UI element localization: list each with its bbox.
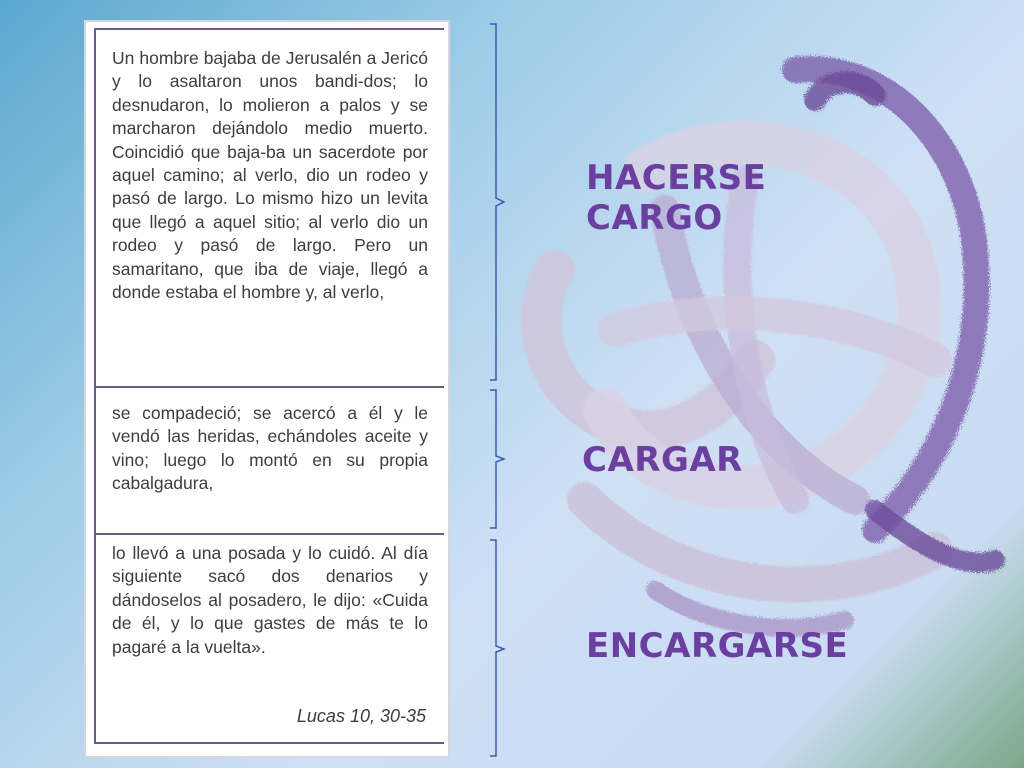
keyword-encargarse: ENCARGARSE bbox=[586, 626, 849, 666]
keyword-line: HACERSE bbox=[586, 158, 767, 198]
keyword-hacerse-cargo bbox=[586, 158, 826, 238]
knot-emblem-icon bbox=[495, 30, 1024, 650]
section-divider bbox=[96, 386, 444, 388]
passage-section-3: lo llevó a una posada y lo cuidó. Al día siguiente sacó dos denarios y dándoselos al posadero, le dijo: «Cuida de él, y lo que gastes de más te lo pagaré a la vuelta». bbox=[112, 543, 428, 657]
passage-panel bbox=[84, 20, 450, 758]
keyword-cargar: CARGAR bbox=[582, 440, 743, 480]
brace-icon bbox=[480, 22, 510, 382]
passage-table bbox=[94, 28, 444, 744]
passage-section-1: Un hombre bajaba de Jerusalén a Jericó y lo asaltaron unos bandi-dos; lo desnudaron, lo molieron a palos y se marcharon dejándolo medio muerto. Coincidió que baja-ba un sacerdote por aquel camino; al verlo, dio un rodeo y pasó de largo. Lo mismo hizo un levita que llegó a aquel sitio; al verlo dio un rodeo y pasó de largo. Pero un samaritano, que iba de viaje, llegó a donde estaba el hombre y, al verlo, bbox=[112, 48, 428, 303]
section-divider bbox=[96, 533, 444, 535]
brace-icon bbox=[480, 388, 510, 530]
keyword-line: CARGO bbox=[586, 198, 723, 238]
passage-section-2: se compadeció; se acercó a él y le vendó las heridas, echándoles aceite y vino; luego lo montó en su propia cabalgadura, bbox=[112, 403, 428, 494]
bible-reference: Lucas 10, 30-35 bbox=[296, 706, 426, 726]
brace-icon bbox=[480, 538, 510, 758]
